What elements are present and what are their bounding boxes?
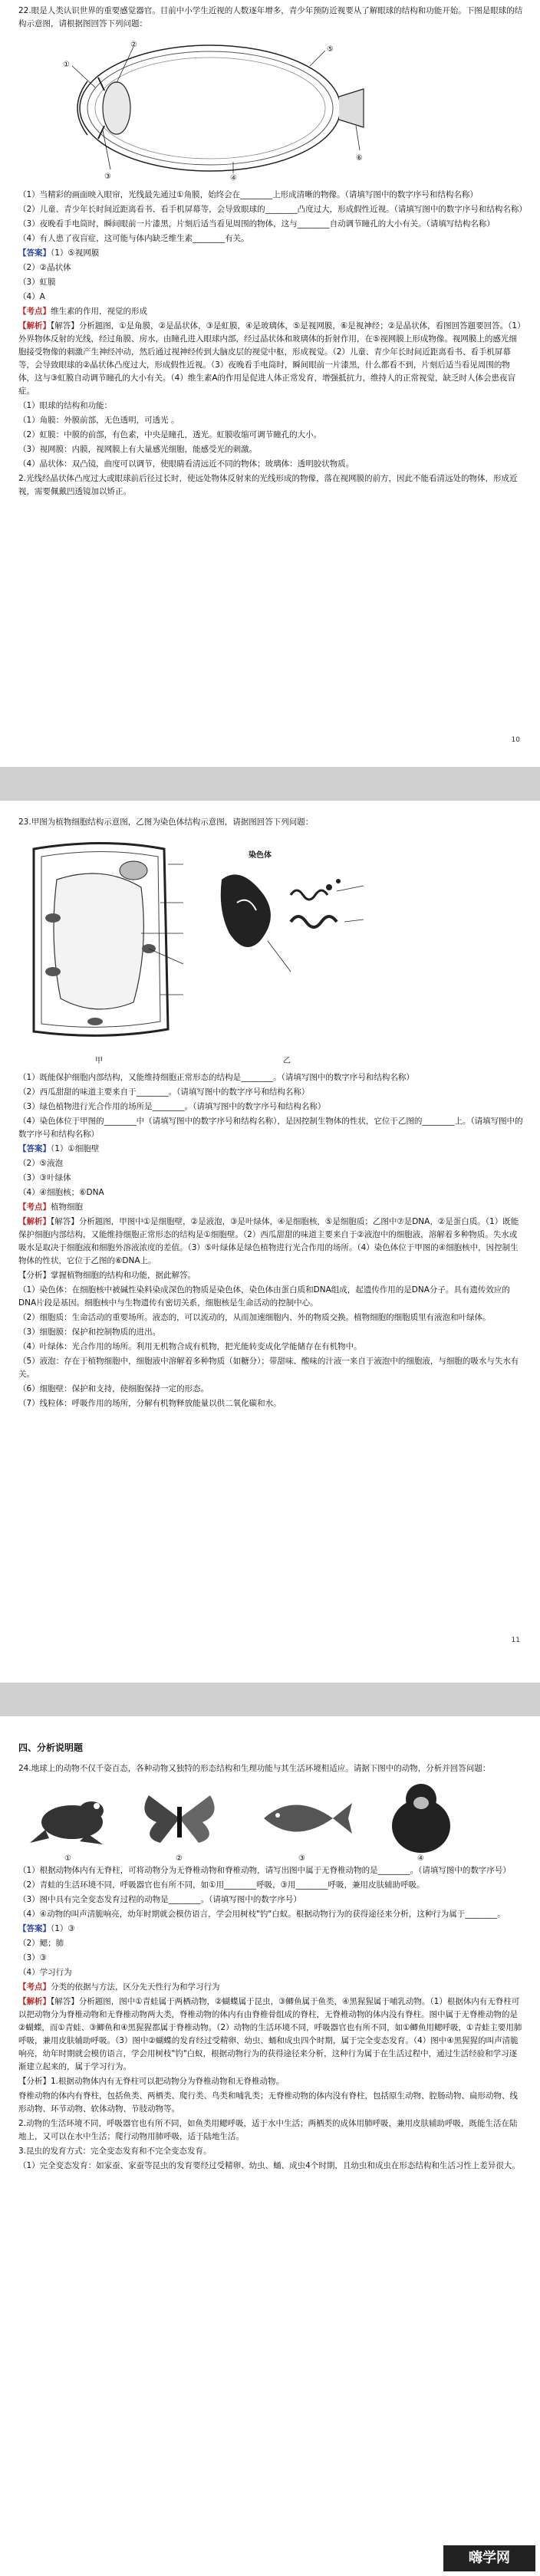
page-3 [0,1716,540,2576]
animal-label-4: ④ [417,1854,424,1863]
q24-analysis-5: （1）完全变态发育：如家蚕、家蚕等昆虫的发育要经过受精卵、幼虫、蛹、成虫4个时期，且幼虫和成虫在形态结构和生活习性上差异很大。 [18,2161,520,2170]
page-number: 11 [511,1637,520,1644]
q23-part-1: （1）既能保护细胞内部结构，又能维持细胞正常形态的结构是________。（请填写图中的数字序号和结构名称） [18,1073,414,1082]
q22-answer-2: （2）②晶状体 [18,263,71,272]
q24-kaodian: 分类的依据与方法，区分先天性行为和学习行为 [51,1982,220,1992]
kaodian-label: 【考点】 [18,307,51,316]
q22-kaodian: 维生素的作用，视觉的形成 [51,307,147,316]
q22-part-1: （1）当精彩的画面映入眼帘，光线最先通过①角膜，始终会在________上形成清晰的物像。（请填写图中的数字序号和结构名称） [18,190,478,199]
q22-analysis-5: （4）晶状体：双凸镜，曲度可以调节，使眼睛看清远近不同的物体；玻璃体：透明胶状物质。 [18,459,354,469]
q22-analysis-6: 2.光线经晶状体凸度过大或眼球前后径过长时，使远处物体反射来的光线形成的物像，落在视网膜的前方，因此不能看清远处的物体，形成近视，需要佩戴凹透镜加以矫正。 [18,474,518,496]
q24-part-3: （3）图中具有完全变态发育过程的动物是________。（请填写图中的数字序号） [18,1895,301,1904]
q24-analysis-4: 3.昆虫的发育方式：完全变态发育和不完全变态发育。 [18,2147,212,2156]
section-title: 四、分析说明题 [18,1742,84,1753]
butterfly-icon [133,1788,226,1849]
chromosome-figure [206,849,383,1002]
q24-analysis-0: 【解答】分析题图，图中①青蛙属于两栖动物，②蝴蝶属于昆虫，③鲫鱼属于鱼类，④黑猩猩属于哺乳动物。（1）根据体内有无脊柱可以把动物分为脊椎动物和无脊椎动物两大类，脊椎动物的体内有由脊椎骨组成的脊柱，无脊椎动物的体内没有脊柱。图中属于无脊椎动物的是②蝴蝶，而①青蛙、③鲫鱼和④黑猩猩都属于脊椎动物。（2）动物的生活环境不同，呼吸器官也有所不同，如①鲫鱼用鳃呼吸，①青蛙主要用肺呼吸，兼用皮肤辅助呼吸。（3）图中②蝴蝶的发育经过受精卵、幼虫、蛹和成虫四个时期，属于完全变态发育。（4）图中④黑猩猩的叫声清脆响亮，幼年时期就会模仿语言，学会用树枝"钓"白蚁，根据动物行为的获得途径来分析，这种行为属于在生活过程中，通过生活经验和学习逐渐建立起来的，属于学习行为。 [18,1997,522,2071]
q24-analysis-1: 【分析】1.根据动物体内有无脊柱可以把动物分为脊椎动物和无脊椎动物。 [18,2077,285,2086]
page-1 [0,0,540,767]
q23-answer-4: （4）④细胞核；⑥DNA [18,1188,104,1197]
q23-part-2: （2）西瓜甜甜的味道主要来自于________。（请填写图中的数字序号和结构名称） [18,1087,310,1097]
eye-label-1: ① [63,61,70,69]
eye-label-4: ④ [230,174,237,183]
analysis-label: 【解析】 [18,321,51,331]
eyeball-diagram [18,35,525,189]
animal-label-1: ① [64,1854,71,1863]
q22-analysis-1: （1）眼球的结构和功能： [18,401,113,410]
plant-cell-caption: 甲 [95,1057,103,1065]
q23-part-3: （3）绿色植物进行光合作用的场所是________。（请填写图中的数字序号和结构名称） [18,1102,326,1111]
question-24-stem: 24.地球上的动物不仅千姿百态，各种动物又独特的形态结构和生理功能与其生活环境相适应。请据下图中的动物，分析并回答问题： [18,1764,491,1773]
question-22 [18,5,525,500]
eye-label-5: ⑤ [327,45,334,54]
kaodian-label: 【考点】 [18,1982,51,1992]
q24-answer-4: （4）学习行为 [18,1968,72,1977]
q24-answer-1: （1）③ [51,1924,75,1933]
q23-analysis-2: （1）染色体：在细胞核中被碱性染料染成深色的物质是染色体，染色体由蛋白质和DNA组成，起遗传作用的是DNA分子。具有遗传效应的DNA片段是基因。细胞核中与生物遗传有密切关系，细胞核是生命活动的控制中心。 [18,1285,510,1308]
q23-part-4: （4）染色体位于甲图的________中（请填写图中的数字序号和结构名称），是因控制生物体的性状，它位于乙图的________上。（请填写图中的数字序号和结构名称） [18,1117,523,1139]
q22-answer-4: （4）A [18,292,45,301]
q23-analysis-7: （6）细胞壁：保护和支持，使细胞保持一定的形态。 [18,1384,209,1393]
q23-analysis-0: 【解答】分析题图，甲图中①是细胞壁，②是液泡，③是叶绿体，④是细胞核，⑤是细胞质；乙图中⑦是DNA，②是蛋白质。（1）既能保护细胞内部结构，又能维持细胞正常形态的结构是①细胞壁。（2）西瓜甜甜的味道主要来自于②液泡中的细胞液，溶解着多种物质。失水或吸水是取决于细胞液和细胞外溶液浓度的差值。（3）⑤叶绿体是绿色植物进行光合作用的场所。（4）染色体位于甲图的④细胞核中，因控制生物体的性状，它位于乙图的⑥DNA上。 [18,1217,519,1265]
q22-part-4: （4）有人患了夜盲症，这可能与体内缺乏维生素________有关。 [18,234,249,243]
animal-label-3: ③ [298,1854,305,1863]
q23-answer-3: （3）③叶绿体 [18,1173,71,1183]
q22-part-2: （2）儿童、青少年长时间近距离看书、看手机屏幕等，会导致眼球的________凸度过大，形成假性近视。（请填写图中的数字序号和结构名称） [18,205,527,214]
answer-label: 【答案】 [18,1924,51,1933]
q23-analysis-4: （3）细胞膜：保护和控制物质的进出。 [18,1327,161,1337]
cell-diagrams [18,834,525,1071]
eye-label-3: ③ [104,173,111,181]
q22-analysis-3: （2）虹膜：中膜的前部，有色素，中央是瞳孔，透光。虹膜收缩可调节瞳孔的大小。 [18,430,322,439]
q23-analysis-3: （2）细胞质：生命活动的重要场所。液态的，可以流动的，从而加速细胞内、外的物质交换。植物细胞的细胞质里有液泡和叶绿体。 [18,1313,491,1322]
q24-analysis-2: 脊椎动物的体内有脊柱，包括鱼类、两栖类、爬行类、鸟类和哺乳类；无脊椎动物的体内没有脊柱，包括原生动物、腔肠动物、扁形动物、线形动物、环节动物、软体动物、节肢动物等。 [18,2091,518,2114]
q24-part-4: （4）④动物的叫声清脆响亮，幼年时期就会模仿语言，学会用树枝"钓"白蚁。根据动物行为的获得途径来分析，这种行为属于________。 [18,1910,505,1919]
fish-icon [249,1788,356,1849]
eye-label-6: ⑥ [356,154,363,163]
answer-label: 【答案】 [18,248,51,258]
animals-figure [18,1780,525,1864]
q22-answer-1: （1）⑤视网膜 [51,248,100,258]
analysis-label: 【解析】 [18,1217,51,1226]
q23-analysis-8: （7）线粒体：呼吸作用的场所，分解有机物释放能量以供二氧化碳和水。 [18,1399,282,1408]
q24-part-2: （2）青蛙的生活环境不同，呼吸器官也有所不同，如①用________呼吸，③用________呼吸，兼用皮肤辅助呼吸。 [18,1880,425,1890]
q23-answer-2: （2）⑤液泡 [18,1159,64,1168]
animal-label-2: ② [176,1854,183,1863]
chromosome-label: 染色体 [249,851,272,860]
frog-icon [26,1788,118,1849]
answer-label: 【答案】 [18,1144,51,1153]
plant-cell-figure [18,834,187,1048]
page-separator [0,767,540,801]
q23-kaodian: 植物细胞 [51,1202,83,1212]
kaodian-label: 【考点】 [18,1202,51,1212]
q22-answer-3: （3）虹膜 [18,278,56,287]
q22-analysis-2: （1）角膜：外膜前部，无色透明，可透光 。 [18,416,179,425]
q23-answer-1: （1）①细胞壁 [51,1144,100,1153]
q23-analysis-5: （4）叶绿体：光合作用的场所。利用无机物合成有机物，把光能转变成化学能储存在有机物中。 [18,1342,362,1351]
q22-part-3: （3）夜晚看手电筒时，瞬间眼前一片漆黑，片刻后适当看见周围的物体，这与________自动调节瞳孔的大小有关。（请填写结构名称） [18,219,495,229]
q22-analysis-0: 【解答】分析题图，①是角膜，②是晶状体，③是虹膜，④是玻璃体，⑤是视网膜，⑥是视神经；②是晶状体，看图回答题要回答。（1）外界物体反射的光线，经过角膜、房水，由瞳孔进入眼球内部，经过晶状体和玻璃体的折射作用，在⑤视网膜上形成物像。视网膜上的感光细胞接受物像的刺激产生神经冲动，然后通过视神经传到大脑皮层的视觉中枢，形成视觉。（2）儿童、青少年长时间近距离看书、看手机屏幕等，会导致眼球的②晶状体凸度过大，形成假性近视。（3）夜晚看手电筒时，瞬间眼前一片漆黑，什么都看不到，片刻后适当看见周围的物体，这与③虹膜自动调节瞳孔的大小有关。（4）维生素A的作用是促进人体正常发育，增强抵抗力，维持人的正常视觉，缺乏时人体会患夜盲症。 [18,321,522,396]
page-number: 10 [511,736,520,744]
question-24 [18,1762,525,2174]
page-separator [0,1683,540,1716]
q24-analysis-3: 2.动物的生活环境不同，呼吸器官也有所不同，如鱼类用鳃呼吸，适于水中生活；两栖类的成体用肺呼吸，兼用皮肤辅助呼吸，既能生活在陆地上，又可以在水中生活；爬行动物用肺呼吸，适于陆地生活。 [18,2119,518,2141]
question-22-stem: 22.眼是人类认识世界的重要感觉器官。目前中小学生近视的人数逐年增多，青少年预防近视要从了解眼球的结构和功能开始。下图是眼球的结构示意图，请根据图回答下列问题： [18,6,523,28]
q23-analysis-1: 【分析】掌握植物细胞的结构和功能，据此解答。 [18,1271,196,1280]
page-2 [0,801,540,1683]
q22-analysis-4: （3）视网膜：内膜，视网膜上有大量感光细胞，能感受光的刺激。 [18,445,258,454]
chimpanzee-icon [379,1780,463,1857]
chromosome-caption: 乙 [283,1057,291,1065]
watermark-logo: 嗨学网 [443,2545,535,2571]
q24-part-1: （1）根据动物体内有无脊柱，可将动物分为无脊椎动物和脊椎动物，请写出图中属于无脊椎动物的是________。（请填写图中的数字序号） [18,1866,511,1875]
analysis-label: 【解析】 [18,1997,51,2006]
q23-analysis-6: （5）液泡：存在于植物细胞中，细胞液中溶解着多种物质（如糖分）；带甜味、酸味的汁液一来自于液泡中的细胞液，与细胞的吸水与失水有关。 [18,1357,519,1379]
eye-label-2: ② [130,41,137,49]
question-23-stem: 23.甲图为植物细胞结构示意图，乙图为染色体结构示意图，请据图回答下列问题： [18,818,314,827]
question-23 [18,816,525,1412]
q24-answer-3: （3）③ [18,1953,48,1962]
q24-answer-2: （2）鳃；肺 [18,1939,64,1948]
